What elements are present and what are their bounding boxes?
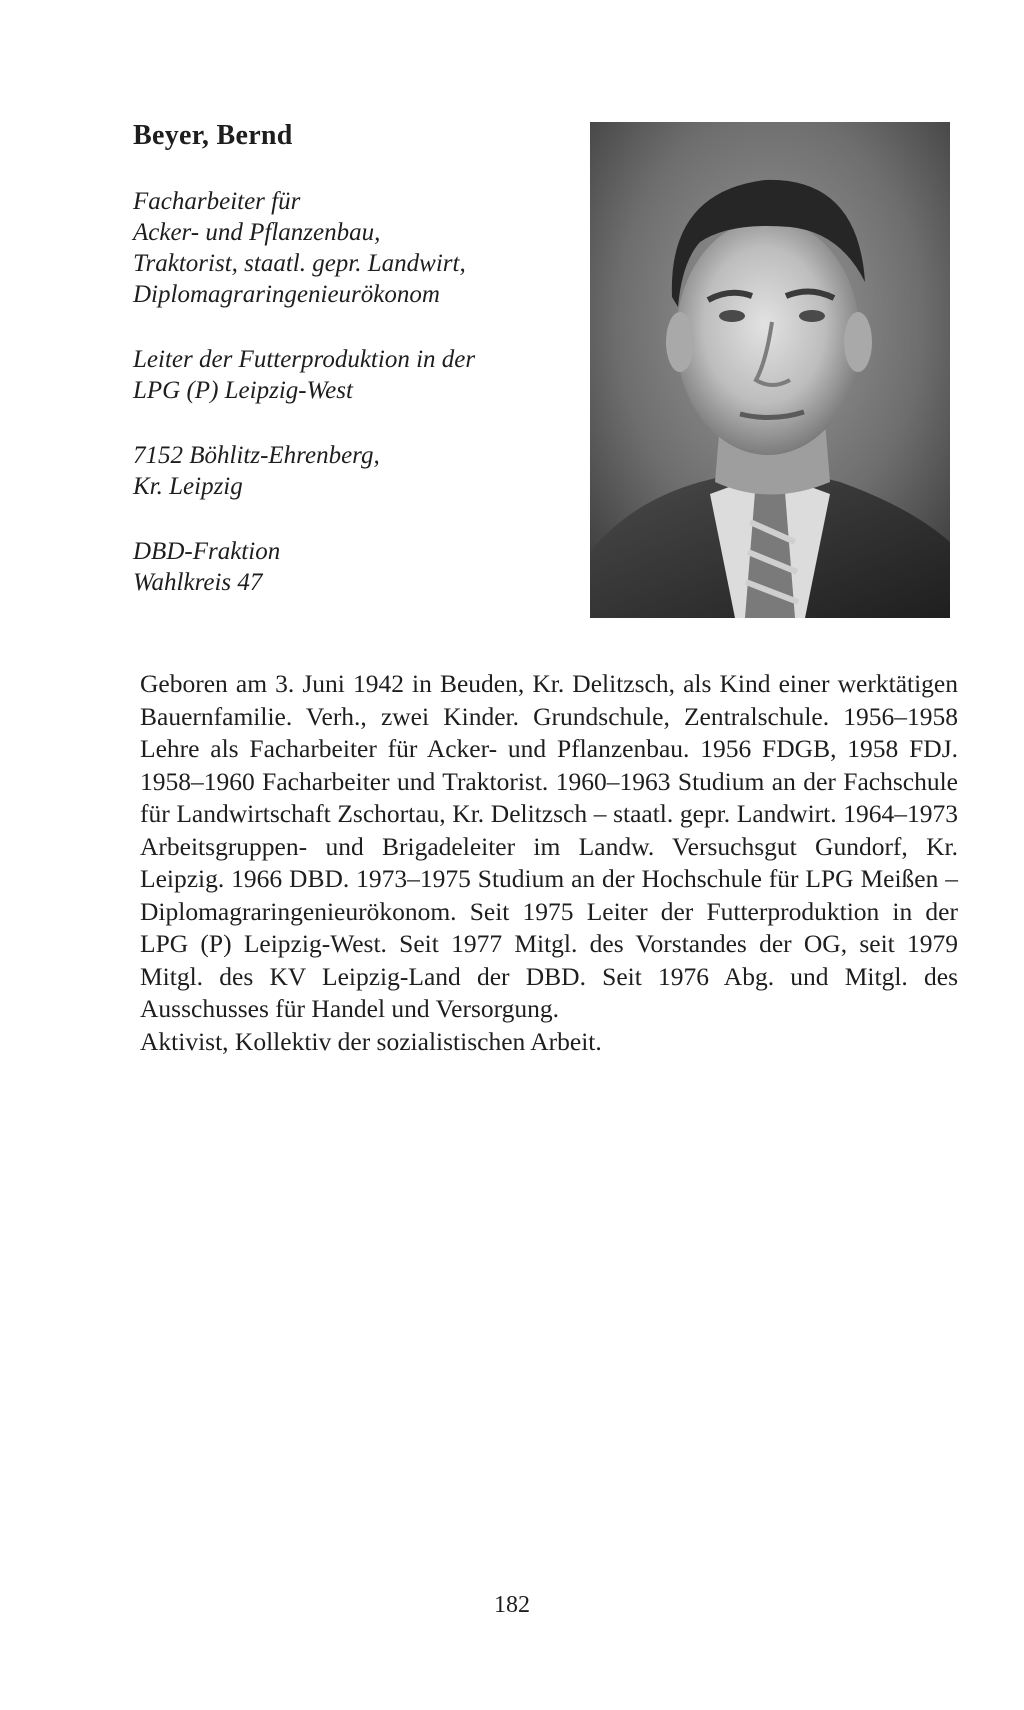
qualification-line: Acker- und Pflanzenbau,: [133, 219, 381, 246]
qualifications: [133, 186, 563, 310]
awards-text: Aktivist, Kollektiv der sozialistischen Arbeit.: [140, 1026, 602, 1056]
faction: [133, 536, 563, 598]
portrait-image: [590, 122, 950, 618]
current-position: [133, 344, 563, 406]
portrait-photo: [590, 122, 950, 618]
position-line: LPG (P) Leipzig-West: [133, 377, 353, 404]
address: [133, 440, 563, 502]
biography-text: Geboren am 3. Juni 1942 in Beuden, Kr. Delitzsch, als Kind einer werktätigen Bauernfamilie. Verh., zwei Kinder. Grundschule, Zentralschule. 1956–1958 Lehre als Facharbeiter für Acker- und Pflanzenbau. 1956 FDGB, 1958 FDJ. 1958–1960 Facharbeiter und Traktorist. 1960–1963 Studium an der Fachschule für Landwirtschaft Zschortau, Kr. Delitzsch – staatl. gepr. Landwirt. 1964–1973 Arbeitsgruppen- und Brigadeleiter im Landw. Versuchsgut Gundorf, Kr. Leipzig. 1966 DBD. 1973–1975 Studium an der Hochschule für LPG Meißen – Diplomagraringenieurökonom. Seit 1975 Leiter der Futterproduktion in der LPG (P) Leipzig-West. Seit 1977 Mitgl. des Vorstandes der OG, seit 1979 Mitgl. des KV Leipzig-Land der DBD. Seit 1976 Abg. und Mitgl. des Ausschusses für Handel und Versorgung.: [140, 669, 958, 1023]
qualification-line: Facharbeiter für: [133, 188, 301, 215]
page-number: 182: [494, 1592, 530, 1618]
faction-line: DBD-Fraktion: [133, 538, 281, 565]
person-details: [133, 186, 563, 632]
address-line: 7152 Böhlitz-Ehrenberg,: [133, 442, 380, 469]
address-line: Kr. Leipzig: [133, 473, 243, 500]
person-name: Beyer, Bernd: [133, 120, 293, 151]
qualification-line: Traktorist, staatl. gepr. Landwirt,: [133, 250, 466, 277]
qualification-line: Diplomagraringenieurökonom: [133, 281, 440, 308]
constituency-line: Wahlkreis 47: [133, 569, 263, 596]
biography-section: [140, 668, 958, 1058]
position-line: Leiter der Futterproduktion in der: [133, 346, 476, 373]
